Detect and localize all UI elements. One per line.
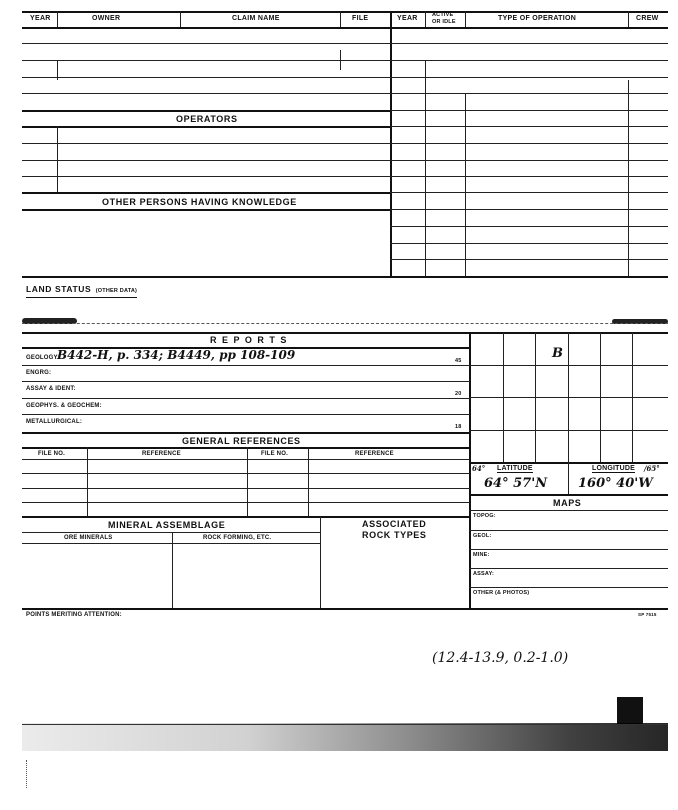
maps-topog: TOPOG: (473, 513, 496, 519)
grid-mark: B (552, 346, 563, 361)
mineral-assemblage-heading: MINERAL ASSEMBLAGE (108, 520, 226, 530)
gr-col-file-no: FILE NO. (38, 451, 65, 457)
points-meriting-label: POINTS MERITING ATTENTION: (26, 612, 122, 618)
maps-assay: ASSAY: (473, 571, 495, 577)
gr-col-reference: REFERENCE (142, 451, 181, 457)
form-code: SP 7515 (638, 612, 657, 617)
col-year: YEAR (30, 15, 51, 22)
col-year-2: YEAR (397, 15, 418, 22)
handwritten-note: (12.4-13.9, 0.2-1.0) (432, 650, 569, 666)
metallurgical-label: METALLURGICAL: (26, 419, 83, 425)
col-claim-name: CLAIM NAME (232, 15, 280, 22)
gr-col-file-no-2: FILE NO. (261, 451, 288, 457)
geology-value: B442-H, p. 334; B4449, pp 108-109 (57, 348, 296, 362)
geophys-label: GEOPHYS. & GEOCHEM: (26, 403, 102, 409)
general-references-heading: GENERAL REFERENCES (182, 436, 301, 446)
col-file: FILE (352, 15, 369, 22)
latitude-value: 64° 57'N (484, 476, 548, 491)
associated-line1: ASSOCIATED (362, 519, 427, 529)
maps-mine: MINE: (473, 552, 490, 558)
reports-heading: R E P O R T S (210, 335, 288, 345)
scan-noise-band (22, 723, 668, 751)
land-status-label (26, 279, 137, 298)
maps-geol: GEOL: (473, 533, 492, 539)
geology-label: GEOLOGY: (26, 355, 60, 361)
latitude-label: LATITUDE (497, 465, 533, 472)
rock-forming-label: ROCK FORMING, ETC. (203, 535, 272, 541)
lat-prefix: 64° (472, 464, 486, 473)
longitude-value: 160° 40'W (578, 476, 653, 491)
operators-heading: OPERATORS (176, 114, 238, 124)
col-active-line1: ACTIVE (432, 12, 454, 18)
long-suffix: /65° (644, 464, 660, 473)
maps-other: OTHER (& PHOTOS) (473, 590, 530, 596)
land-status-title: LAND STATUS (26, 284, 92, 294)
geology-num: 45 (455, 358, 462, 364)
maps-heading: MAPS (553, 498, 582, 508)
scan-black-block (617, 697, 643, 725)
assay-num: 20 (455, 391, 462, 397)
metallurgical-num: 18 (455, 424, 462, 430)
col-owner: OWNER (92, 15, 121, 22)
land-status-sub: (OTHER DATA) (95, 288, 138, 294)
associated-line2: ROCK TYPES (362, 530, 427, 540)
col-type-of-operation: TYPE OF OPERATION (498, 15, 577, 22)
col-active-line2: OR IDLE (432, 19, 456, 25)
other-persons-heading: OTHER PERSONS HAVING KNOWLEDGE (102, 197, 297, 207)
col-crew: CREW (636, 15, 659, 22)
longitude-label: LONGITUDE (592, 465, 636, 472)
assay-ident-label: ASSAY & IDENT: (26, 386, 76, 392)
engrg-label: ENGRG: (26, 370, 52, 376)
gr-col-reference-2: REFERENCE (355, 451, 394, 457)
ore-minerals-label: ORE MINERALS (64, 535, 113, 541)
